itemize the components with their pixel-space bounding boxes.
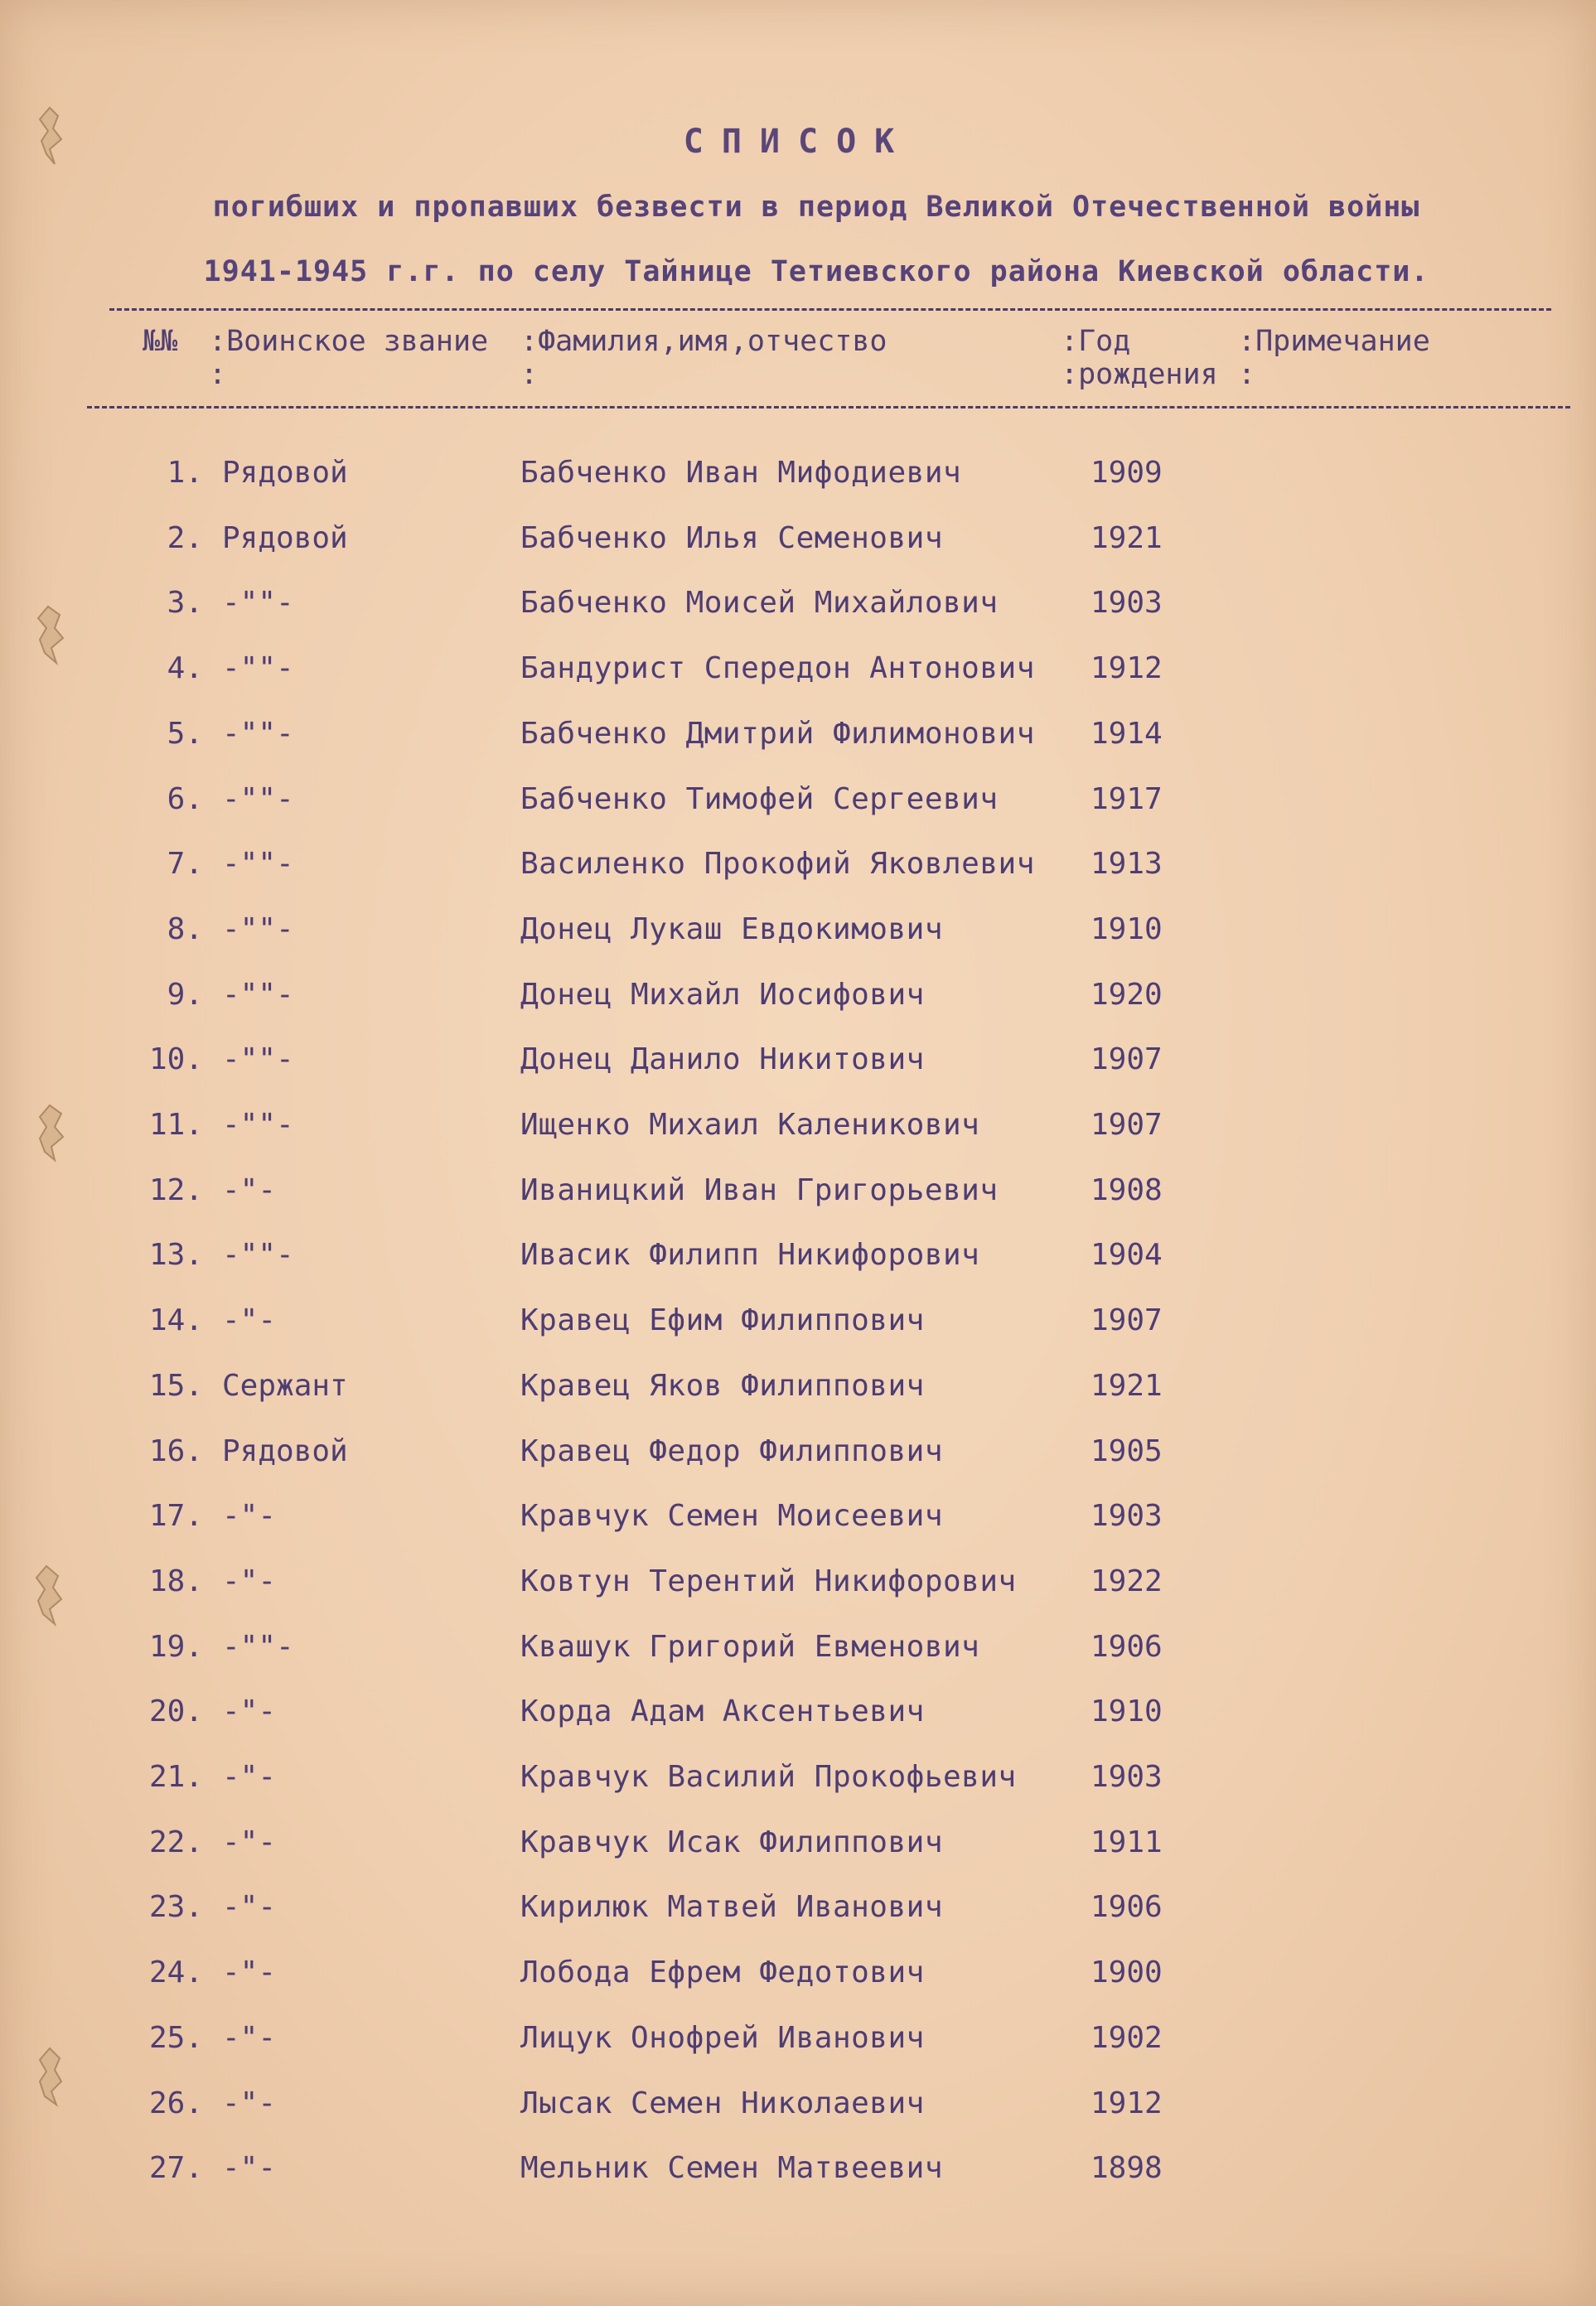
row-full-name: Кравчук Семен Моисеевич bbox=[520, 1499, 943, 1534]
row-number: 23. bbox=[148, 1890, 203, 1925]
row-birth-year: 1914 bbox=[1091, 716, 1163, 751]
row-full-name: Василенко Прокофий Яковлевич bbox=[520, 847, 1035, 882]
row-birth-year: 1922 bbox=[1091, 1564, 1163, 1598]
list-item bbox=[0, 1434, 1596, 1476]
row-number: 16. bbox=[148, 1433, 203, 1468]
list-item bbox=[0, 1825, 1596, 1867]
row-full-name: Донец Михайл Иосифович bbox=[520, 977, 925, 1012]
list-item bbox=[0, 1890, 1596, 1931]
row-full-name: Ищенко Михаил Каленикович bbox=[520, 1108, 980, 1142]
row-number: 6. bbox=[167, 781, 203, 816]
header-year-line-2: :рождения bbox=[1061, 358, 1218, 391]
row-rank: -""- bbox=[222, 1238, 294, 1273]
row-number: 8. bbox=[167, 911, 203, 946]
row-birth-year: 1920 bbox=[1091, 977, 1163, 1012]
row-full-name: Лысак Семен Николаевич bbox=[520, 2086, 925, 2120]
list-item bbox=[0, 651, 1596, 693]
list-item bbox=[0, 1760, 1596, 1801]
row-number: 15. bbox=[148, 1368, 203, 1403]
row-birth-year: 1910 bbox=[1091, 911, 1163, 946]
list-item bbox=[0, 782, 1596, 824]
row-full-name: Ивасик Филипп Никифорович bbox=[520, 1238, 980, 1273]
row-full-name: Лицук Онофрей Иванович bbox=[520, 2020, 925, 2055]
row-number: 25. bbox=[148, 2020, 203, 2055]
row-number: 14. bbox=[148, 1303, 203, 1338]
row-birth-year: 1907 bbox=[1091, 1108, 1163, 1142]
row-rank: -""- bbox=[222, 716, 294, 751]
row-rank: -"- bbox=[222, 1825, 277, 1859]
header-top-rule bbox=[109, 308, 1551, 311]
list-item bbox=[0, 2151, 1596, 2192]
row-number: 7. bbox=[167, 847, 203, 882]
document-subtitle-line-2: 1941-1945 г.г. по селу Тайнице Тетиевского района Киевской области. bbox=[203, 255, 1429, 288]
row-full-name: Донец Лукаш Евдокимович bbox=[520, 911, 943, 946]
list-item bbox=[0, 1042, 1596, 1084]
row-full-name: Донец Данило Никитович bbox=[520, 1042, 925, 1077]
list-item bbox=[0, 1630, 1596, 1671]
row-full-name: Кравец Яков Филиппович bbox=[520, 1368, 925, 1403]
list-item bbox=[0, 1238, 1596, 1279]
row-birth-year: 1907 bbox=[1091, 1303, 1163, 1338]
row-full-name: Бандурист Спередон Антонович bbox=[520, 651, 1035, 686]
row-rank: -"- bbox=[222, 2020, 277, 2055]
header-number: №№ bbox=[143, 325, 178, 358]
row-full-name: Мельник Семен Матвеевич bbox=[520, 2151, 943, 2186]
row-number: 17. bbox=[148, 1499, 203, 1534]
row-number: 20. bbox=[148, 1694, 203, 1729]
list-item bbox=[0, 1108, 1596, 1149]
row-rank: -""- bbox=[222, 651, 294, 686]
header-separator: : bbox=[209, 358, 227, 391]
list-item bbox=[0, 1303, 1596, 1345]
row-rank: -""- bbox=[222, 1629, 294, 1664]
row-number: 5. bbox=[167, 716, 203, 751]
list-item bbox=[0, 912, 1596, 954]
row-rank: -""- bbox=[222, 586, 294, 621]
row-birth-year: 1921 bbox=[1091, 1368, 1163, 1403]
list-item bbox=[0, 1173, 1596, 1215]
row-birth-year: 1903 bbox=[1091, 1499, 1163, 1534]
row-number: 18. bbox=[148, 1564, 203, 1598]
row-rank: -"- bbox=[222, 1890, 277, 1925]
list-item bbox=[0, 521, 1596, 563]
row-rank: -"- bbox=[222, 2086, 277, 2120]
row-birth-year: 1904 bbox=[1091, 1238, 1163, 1273]
list-item bbox=[0, 1694, 1596, 1736]
row-rank: -"- bbox=[222, 1303, 277, 1338]
header-note: :Примечание bbox=[1238, 325, 1430, 358]
row-rank: -"- bbox=[222, 1760, 277, 1794]
row-birth-year: 1913 bbox=[1091, 847, 1163, 882]
row-number: 21. bbox=[148, 1760, 203, 1794]
list-item bbox=[0, 978, 1596, 1019]
row-full-name: Кравчук Василий Прокофьевич bbox=[520, 1760, 1017, 1794]
row-birth-year: 1898 bbox=[1091, 2151, 1163, 2186]
row-number: 27. bbox=[148, 2151, 203, 2186]
row-number: 12. bbox=[148, 1172, 203, 1207]
row-birth-year: 1905 bbox=[1091, 1433, 1163, 1468]
row-rank: -"- bbox=[222, 1172, 277, 1207]
row-number: 22. bbox=[148, 1825, 203, 1859]
row-rank: -""- bbox=[222, 1108, 294, 1142]
row-full-name: Ковтун Терентий Никифорович bbox=[520, 1564, 1017, 1598]
header-bottom-rule bbox=[87, 406, 1570, 409]
row-rank: -""- bbox=[222, 847, 294, 882]
row-birth-year: 1906 bbox=[1091, 1890, 1163, 1925]
row-rank: -"- bbox=[222, 1564, 277, 1598]
row-number: 1. bbox=[167, 456, 203, 490]
list-item bbox=[0, 1956, 1596, 1997]
header-separator: : bbox=[1238, 358, 1256, 391]
row-number: 10. bbox=[148, 1042, 203, 1077]
row-birth-year: 1909 bbox=[1091, 456, 1163, 490]
header-separator: : bbox=[520, 358, 539, 391]
row-birth-year: 1906 bbox=[1091, 1629, 1163, 1664]
list-item bbox=[0, 1564, 1596, 1606]
row-birth-year: 1903 bbox=[1091, 1760, 1163, 1794]
row-rank: Рядовой bbox=[222, 1433, 348, 1468]
row-birth-year: 1900 bbox=[1091, 1956, 1163, 1990]
list-item bbox=[0, 1499, 1596, 1540]
row-full-name: Лобода Ефрем Федотович bbox=[520, 1956, 925, 1990]
row-number: 26. bbox=[148, 2086, 203, 2120]
list-item bbox=[0, 586, 1596, 627]
row-number: 4. bbox=[167, 651, 203, 686]
list-item bbox=[0, 847, 1596, 888]
row-number: 24. bbox=[148, 1956, 203, 1990]
row-rank: -"- bbox=[222, 2151, 277, 2186]
row-number: 3. bbox=[167, 586, 203, 621]
row-rank: -"- bbox=[222, 1499, 277, 1534]
row-number: 2. bbox=[167, 520, 203, 555]
row-number: 13. bbox=[148, 1238, 203, 1273]
row-birth-year: 1912 bbox=[1091, 2086, 1163, 2120]
row-full-name: Иваницкий Иван Григорьевич bbox=[520, 1172, 999, 1207]
row-full-name: Бабченко Илья Семенович bbox=[520, 520, 943, 555]
row-birth-year: 1921 bbox=[1091, 520, 1163, 555]
list-item bbox=[0, 1369, 1596, 1410]
row-full-name: Кравец Ефим Филиппович bbox=[520, 1303, 925, 1338]
row-rank: -"- bbox=[222, 1694, 277, 1729]
row-rank: -""- bbox=[222, 1042, 294, 1077]
row-rank: Рядовой bbox=[222, 520, 348, 555]
row-rank: -""- bbox=[222, 781, 294, 816]
list-item bbox=[0, 2086, 1596, 2128]
row-birth-year: 1903 bbox=[1091, 586, 1163, 621]
row-birth-year: 1902 bbox=[1091, 2020, 1163, 2055]
row-full-name: Корда Адам Аксентьевич bbox=[520, 1694, 925, 1729]
row-birth-year: 1911 bbox=[1091, 1825, 1163, 1859]
row-full-name: Бабченко Тимофей Сергеевич bbox=[520, 781, 999, 816]
header-name: :Фамилия,имя,отчество bbox=[520, 325, 887, 358]
row-rank: Рядовой bbox=[222, 456, 348, 490]
list-item bbox=[0, 2021, 1596, 2062]
row-rank: Сержант bbox=[222, 1368, 348, 1403]
row-full-name: Кирилюк Матвей Иванович bbox=[520, 1890, 943, 1925]
row-birth-year: 1908 bbox=[1091, 1172, 1163, 1207]
row-full-name: Бабченко Дмитрий Филимонович bbox=[520, 716, 1035, 751]
header-year-line-1: :Год bbox=[1061, 325, 1131, 358]
row-birth-year: 1917 bbox=[1091, 781, 1163, 816]
row-full-name: Бабченко Иван Мифодиевич bbox=[520, 456, 962, 490]
row-full-name: Кравчук Исак Филиппович bbox=[520, 1825, 943, 1859]
row-birth-year: 1912 bbox=[1091, 651, 1163, 686]
row-number: 19. bbox=[148, 1629, 203, 1664]
row-full-name: Кравец Федор Филиппович bbox=[520, 1433, 943, 1468]
row-rank: -""- bbox=[222, 977, 294, 1012]
row-number: 11. bbox=[148, 1108, 203, 1142]
row-birth-year: 1907 bbox=[1091, 1042, 1163, 1077]
list-item bbox=[0, 717, 1596, 758]
document-subtitle-line-1: погибших и пропавших безвести в период Великой Отечественной войны bbox=[212, 191, 1420, 224]
row-full-name: Квашук Григорий Евменович bbox=[520, 1629, 980, 1664]
row-rank: -"- bbox=[222, 1956, 277, 1990]
row-full-name: Бабченко Моисей Михайлович bbox=[520, 586, 999, 621]
row-birth-year: 1910 bbox=[1091, 1694, 1163, 1729]
list-item bbox=[0, 456, 1596, 497]
row-number: 9. bbox=[167, 977, 203, 1012]
document-title: СПИСОК bbox=[683, 123, 913, 161]
row-rank: -""- bbox=[222, 911, 294, 946]
header-rank: :Воинское звание bbox=[209, 325, 489, 358]
